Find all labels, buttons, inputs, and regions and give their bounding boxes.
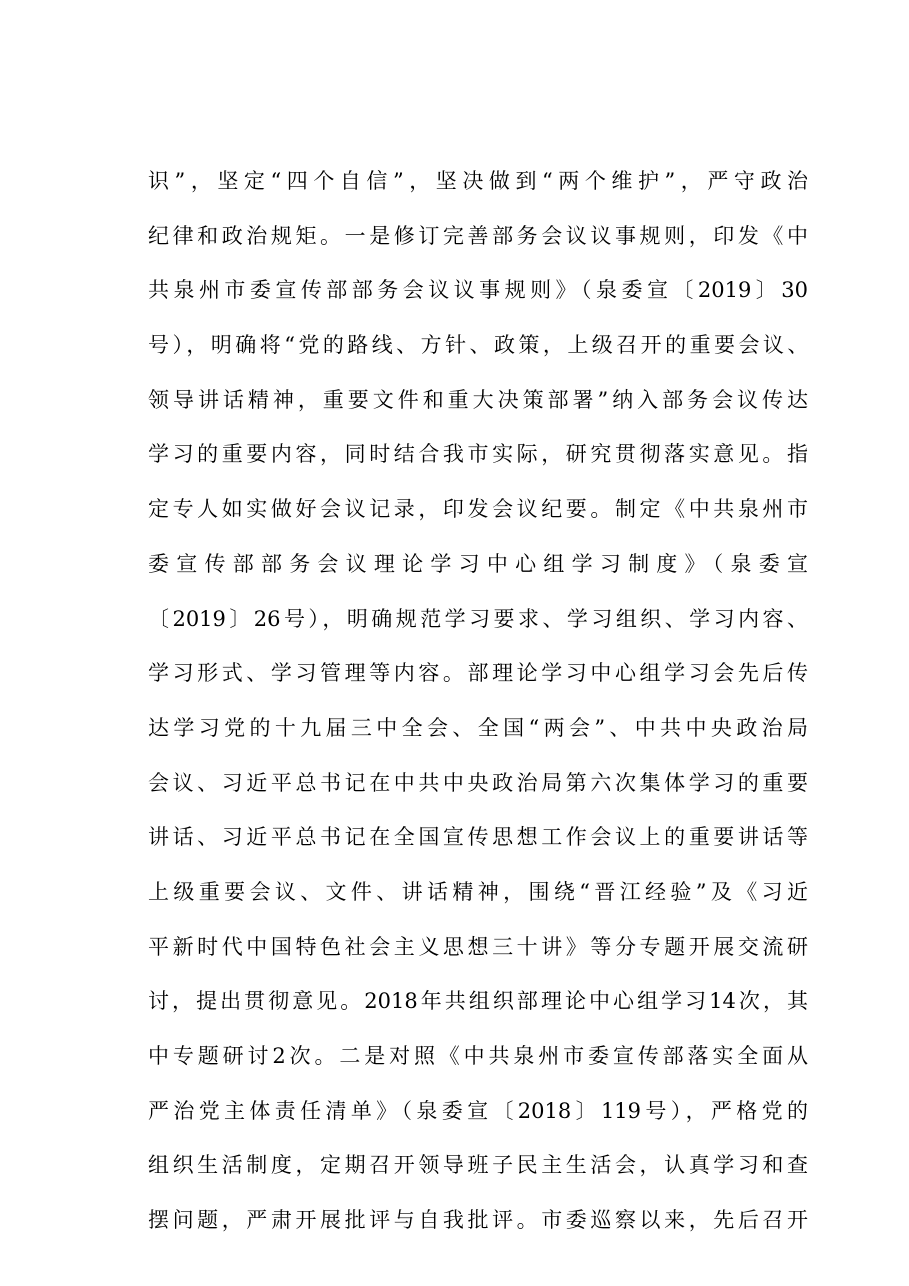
paragraph-line: 组织生活制度，定期召开领导班子民主生活会，认真学习和查 <box>148 1153 808 1178</box>
paragraph-line: 会议、习近平总书记在中共中央政治局第六次集体学习的重要 <box>148 770 808 795</box>
body-paragraph <box>148 154 808 1248</box>
paragraph-line: 共泉州市委宣传部部务会议议事规则》（泉委宣〔2019〕30 <box>148 278 808 303</box>
paragraph-line: 〔2019〕26号），明确规范学习要求、学习组织、学习内容、 <box>148 606 808 631</box>
paragraph-line: 讨，提出贯彻意见。2018年共组织部理论中心组学习14次，其 <box>148 989 808 1014</box>
paragraph-line: 学习形式、学习管理等内容。部理论学习中心组学习会先后传 <box>148 661 808 686</box>
paragraph-line: 识”，坚定“四个自信”，坚决做到“两个维护”，严守政治 <box>148 169 808 193</box>
paragraph-line: 中专题研讨2次。二是对照《中共泉州市委宣传部落实全面从 <box>148 1044 808 1068</box>
paragraph-line: 达学习党的十九届三中全会、全国“两会”、中共中央政治局 <box>148 715 808 740</box>
paragraph-line: 定专人如实做好会议记录，印发会议纪要。制定《中共泉州市 <box>148 497 808 522</box>
paragraph-line: 严治党主体责任清单》（泉委宣〔2018〕119号），严格党的 <box>148 1098 808 1123</box>
paragraph-line: 委宣传部部务会议理论学习中心组学习制度》（泉委宣 <box>148 551 808 576</box>
paragraph-line: 上级重要会议、文件、讲话精神，围绕“晋江经验”及《习近 <box>148 879 808 904</box>
paragraph-line: 号），明确将“党的路线、方针、政策，上级召开的重要会议、 <box>148 333 808 358</box>
paragraph-line: 学习的重要内容，同时结合我市实际，研究贯彻落实意见。指 <box>148 442 808 467</box>
paragraph-line: 领导讲话精神，重要文件和重大决策部署”纳入部务会议传达 <box>148 387 808 412</box>
paragraph-line: 摆问题，严肃开展批评与自我批评。市委巡察以来，先后召开 <box>148 1208 808 1233</box>
paragraph-line: 讲话、习近平总书记在全国宣传思想工作会议上的重要讲话等 <box>148 825 808 850</box>
paragraph-line: 纪律和政治规矩。一是修订完善部务会议议事规则，印发《中 <box>148 223 808 248</box>
paragraph-line: 平新时代中国特色社会主义思想三十讲》等分专题开展交流研 <box>148 934 808 959</box>
